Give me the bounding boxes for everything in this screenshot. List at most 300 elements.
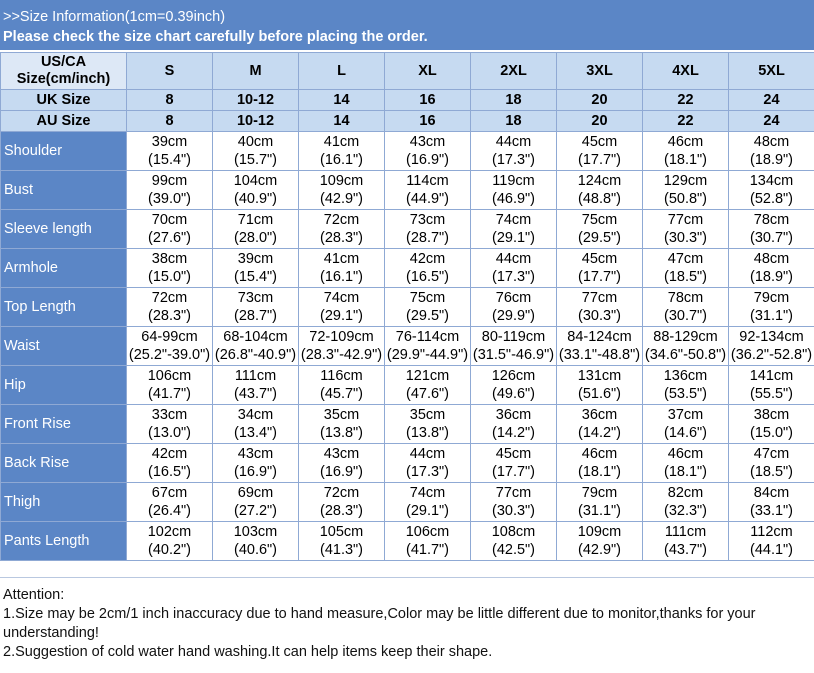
measurement-label: Waist <box>1 327 127 366</box>
cm-value: 72cm <box>323 485 360 501</box>
measurement-cell <box>557 366 643 405</box>
cm-value: 126cm <box>491 368 536 384</box>
measurement-cell <box>643 210 729 249</box>
us-size-cell: 3XL <box>557 53 643 90</box>
measurement-cell <box>127 483 213 522</box>
measurement-cell <box>299 288 385 327</box>
cm-value: 84-124cm <box>567 329 632 345</box>
measurement-cell <box>127 171 213 210</box>
cm-value: 74cm <box>323 290 360 306</box>
inch-value: (18.9") <box>749 152 794 168</box>
cm-value: 37cm <box>667 407 704 423</box>
cm-value: 72-109cm <box>309 329 374 345</box>
corner-label-cell <box>1 53 127 90</box>
measurement-cell <box>471 249 557 288</box>
cm-value: 72cm <box>151 290 188 306</box>
inch-value: (27.6") <box>147 230 192 246</box>
inch-value: (18.9") <box>749 269 794 285</box>
measurement-label: Hip <box>1 366 127 405</box>
cm-value: 106cm <box>147 368 192 384</box>
inch-value: (17.7") <box>577 269 622 285</box>
measurement-cell <box>729 366 814 405</box>
us-size-cell: XL <box>385 53 471 90</box>
inch-value: (16.9") <box>405 152 450 168</box>
measurement-row <box>1 405 814 444</box>
measurement-row <box>1 132 814 171</box>
us-size-cell: S <box>127 53 213 90</box>
uk-size-cell: 16 <box>385 90 471 111</box>
inch-value: (29.5") <box>405 308 450 324</box>
inch-value: (27.2") <box>233 503 278 519</box>
inch-value: (16.5") <box>147 464 192 480</box>
measurement-cell <box>127 444 213 483</box>
measurement-cell <box>385 210 471 249</box>
cm-value: 129cm <box>663 173 708 189</box>
au-size-cell: 16 <box>385 111 471 132</box>
inch-value: (34.6"-50.8") <box>644 347 727 363</box>
measurement-cell <box>471 210 557 249</box>
uk-size-cell: 24 <box>729 90 814 111</box>
cm-value: 78cm <box>667 290 704 306</box>
inch-value: (14.6") <box>663 425 708 441</box>
cm-value: 76-114cm <box>395 329 460 345</box>
measurement-cell <box>385 132 471 171</box>
us-size-cell: L <box>299 53 385 90</box>
cm-value: 111cm <box>234 368 277 384</box>
measurement-cell <box>643 171 729 210</box>
inch-value: (18.1") <box>577 464 622 480</box>
inch-value: (41.7") <box>405 542 450 558</box>
inch-value: (29.5") <box>577 230 622 246</box>
measurement-cell <box>299 132 385 171</box>
measurement-cell <box>557 210 643 249</box>
inch-value: (43.7") <box>663 542 708 558</box>
cm-value: 76cm <box>495 290 532 306</box>
cm-value: 70cm <box>151 212 188 228</box>
measurement-cell <box>299 522 385 561</box>
measurement-cell <box>127 132 213 171</box>
cm-value: 39cm <box>237 251 274 267</box>
measurement-cell <box>299 249 385 288</box>
measurement-cell <box>299 171 385 210</box>
cm-value: 119cm <box>492 173 535 189</box>
cm-value: 43cm <box>237 446 274 462</box>
measurement-label: Armhole <box>1 249 127 288</box>
cm-value: 103cm <box>233 524 278 540</box>
cm-value: 104cm <box>233 173 278 189</box>
cm-value: 47cm <box>753 446 790 462</box>
measurement-row <box>1 210 814 249</box>
measurement-cell <box>557 327 643 366</box>
inch-value: (15.7") <box>233 152 278 168</box>
measurement-cell <box>471 327 557 366</box>
measurement-row <box>1 366 814 405</box>
measurement-label: Top Length <box>1 288 127 327</box>
note-2: 2.Suggestion of cold water hand washing.It can help items keep their shape. <box>3 644 493 660</box>
uk-size-cell: 22 <box>643 90 729 111</box>
size-info-warning: Please check the size chart carefully before placing the order. <box>3 29 428 45</box>
inch-value: (44.9") <box>405 191 450 207</box>
measurement-cell <box>385 405 471 444</box>
inch-value: (43.7") <box>233 386 278 402</box>
cm-value: 36cm <box>581 407 618 423</box>
inch-value: (42.9") <box>319 191 364 207</box>
cm-value: 42cm <box>409 251 446 267</box>
cm-value: 35cm <box>323 407 360 423</box>
inch-value: (47.6") <box>405 386 450 402</box>
us-size-cell: M <box>213 53 299 90</box>
au-size-cell: 20 <box>557 111 643 132</box>
measurement-cell <box>127 327 213 366</box>
cm-value: 43cm <box>323 446 360 462</box>
measurement-cell <box>385 483 471 522</box>
cm-value: 73cm <box>237 290 274 306</box>
measurement-cell <box>299 327 385 366</box>
measurement-cell <box>729 171 814 210</box>
cm-value: 45cm <box>495 446 532 462</box>
measurement-cell <box>213 483 299 522</box>
inch-value: (29.1") <box>319 308 364 324</box>
measurement-cell <box>557 444 643 483</box>
cm-value: 74cm <box>409 485 446 501</box>
measurement-cell <box>385 327 471 366</box>
measurement-cell <box>729 327 814 366</box>
measurement-cell <box>471 171 557 210</box>
cm-value: 99cm <box>151 173 188 189</box>
measurement-cell <box>643 249 729 288</box>
inch-value: (28.7") <box>405 230 450 246</box>
measurement-label: Front Rise <box>1 405 127 444</box>
inch-value: (28.3"-42.9") <box>300 347 383 363</box>
measurement-cell <box>299 210 385 249</box>
measurement-cell <box>127 210 213 249</box>
inch-value: (16.9") <box>233 464 278 480</box>
au-size-cell: 10-12 <box>213 111 299 132</box>
measurement-label: Pants Length <box>1 522 127 561</box>
cm-value: 38cm <box>151 251 188 267</box>
inch-value: (46.9") <box>491 191 536 207</box>
uk-size-cell: 18 <box>471 90 557 111</box>
inch-value: (51.6") <box>577 386 622 402</box>
measurement-cell <box>557 405 643 444</box>
au-size-row <box>1 111 814 132</box>
cm-value: 134cm <box>749 173 794 189</box>
inch-value: (13.8") <box>319 425 364 441</box>
inch-value: (42.5") <box>491 542 536 558</box>
measurement-cell <box>213 444 299 483</box>
inch-value: (49.6") <box>491 386 536 402</box>
au-size-cell: 18 <box>471 111 557 132</box>
measurement-cell <box>385 366 471 405</box>
measurement-cell <box>471 132 557 171</box>
cm-value: 109cm <box>577 524 622 540</box>
inch-value: (40.2") <box>147 542 192 558</box>
uk-size-cell: 10-12 <box>213 90 299 111</box>
cm-value: 47cm <box>667 251 704 267</box>
cm-value: 111cm <box>664 524 707 540</box>
inch-value: (36.2"-52.8") <box>730 347 813 363</box>
measurement-cell <box>729 444 814 483</box>
cm-value: 43cm <box>409 134 446 150</box>
inch-value: (41.3") <box>319 542 364 558</box>
au-size-cell: 8 <box>127 111 213 132</box>
inch-value: (17.3") <box>405 464 450 480</box>
inch-value: (14.2") <box>491 425 536 441</box>
cm-value: 102cm <box>147 524 192 540</box>
inch-value: (40.9") <box>233 191 278 207</box>
cm-value: 92-134cm <box>739 329 804 345</box>
cm-value: 46cm <box>581 446 618 462</box>
cm-value: 116cm <box>320 368 363 384</box>
measurement-cell <box>729 210 814 249</box>
inch-value: (48.8") <box>577 191 622 207</box>
measurement-cell <box>299 405 385 444</box>
us-size-cell: 5XL <box>729 53 814 90</box>
cm-value: 141cm <box>749 368 794 384</box>
cm-value: 108cm <box>491 524 536 540</box>
inch-value: (41.7") <box>147 386 192 402</box>
measurement-cell <box>213 366 299 405</box>
cm-value: 77cm <box>495 485 532 501</box>
measurement-label: Shoulder <box>1 132 127 171</box>
inch-value: (28.0") <box>233 230 278 246</box>
cm-value: 45cm <box>581 134 618 150</box>
cm-value: 41cm <box>323 251 360 267</box>
cm-value: 33cm <box>151 407 188 423</box>
inch-value: (31.1") <box>577 503 622 519</box>
cm-value: 34cm <box>237 407 274 423</box>
inch-value: (30.3") <box>577 308 622 324</box>
measurement-cell <box>729 405 814 444</box>
attention-title: Attention: <box>3 587 65 603</box>
measurement-label: Bust <box>1 171 127 210</box>
inch-value: (15.0") <box>749 425 794 441</box>
cm-value: 114cm <box>406 173 449 189</box>
inch-value: (28.3") <box>147 308 192 324</box>
inch-value: (17.3") <box>491 269 536 285</box>
measurement-cell <box>213 405 299 444</box>
measurement-row <box>1 171 814 210</box>
us-size-cell: 2XL <box>471 53 557 90</box>
inch-value: (17.7") <box>577 152 622 168</box>
au-size-label: AU Size <box>1 111 127 132</box>
measurement-cell <box>127 522 213 561</box>
cm-value: 77cm <box>581 290 618 306</box>
cm-value: 46cm <box>667 134 704 150</box>
measurement-row <box>1 288 814 327</box>
measurement-row <box>1 522 814 561</box>
attention-notes <box>0 577 814 673</box>
inch-value: (40.6") <box>233 542 278 558</box>
au-size-cell: 14 <box>299 111 385 132</box>
inch-value: (52.8") <box>749 191 794 207</box>
inch-value: (14.2") <box>577 425 622 441</box>
measurement-cell <box>643 288 729 327</box>
cm-value: 74cm <box>495 212 532 228</box>
inch-value: (39.0") <box>147 191 192 207</box>
cm-value: 45cm <box>581 251 618 267</box>
inch-value: (16.1") <box>319 269 364 285</box>
note-1-line-2: understanding! <box>3 625 99 641</box>
inch-value: (16.9") <box>319 464 364 480</box>
measurement-cell <box>729 288 814 327</box>
cm-value: 35cm <box>409 407 446 423</box>
measurement-cell <box>471 288 557 327</box>
inch-value: (31.5"-46.9") <box>472 347 555 363</box>
measurement-cell <box>471 522 557 561</box>
inch-value: (13.0") <box>147 425 192 441</box>
inch-value: (42.9") <box>577 542 622 558</box>
measurement-cell <box>385 288 471 327</box>
measurement-cell <box>127 249 213 288</box>
inch-value: (13.4") <box>233 425 278 441</box>
inch-value: (29.1") <box>491 230 536 246</box>
inch-value: (33.1"-48.8") <box>558 347 641 363</box>
inch-value: (26.8"-40.9") <box>214 347 297 363</box>
measurement-cell <box>729 132 814 171</box>
cm-value: 82cm <box>667 485 704 501</box>
inch-value: (31.1") <box>749 308 794 324</box>
measurement-cell <box>213 522 299 561</box>
measurement-label: Back Rise <box>1 444 127 483</box>
measurement-cell <box>471 366 557 405</box>
inch-value: (29.9") <box>491 308 536 324</box>
inch-value: (44.1") <box>749 542 794 558</box>
inch-value: (50.8") <box>663 191 708 207</box>
inch-value: (29.9"-44.9") <box>386 347 469 363</box>
corner-label-bottom: Size(cm/inch) <box>16 71 111 87</box>
uk-size-row <box>1 90 814 111</box>
us-size-cell: 4XL <box>643 53 729 90</box>
measurement-cell <box>213 249 299 288</box>
measurement-cell <box>213 210 299 249</box>
measurement-label: Sleeve length <box>1 210 127 249</box>
inch-value: (17.3") <box>491 152 536 168</box>
size-table <box>0 52 814 561</box>
inch-value: (55.5") <box>749 386 794 402</box>
cm-value: 39cm <box>151 134 188 150</box>
measurement-cell <box>643 405 729 444</box>
inch-value: (29.1") <box>405 503 450 519</box>
inch-value: (18.1") <box>663 152 708 168</box>
cm-value: 46cm <box>667 446 704 462</box>
measurement-cell <box>385 522 471 561</box>
inch-value: (18.5") <box>749 464 794 480</box>
measurement-cell <box>127 288 213 327</box>
inch-value: (28.3") <box>319 503 364 519</box>
cm-value: 64-99cm <box>141 329 198 345</box>
measurement-label: Thigh <box>1 483 127 522</box>
measurement-cell <box>643 132 729 171</box>
inch-value: (18.1") <box>663 464 708 480</box>
inch-value: (15.0") <box>147 269 192 285</box>
measurement-cell <box>213 171 299 210</box>
measurement-row <box>1 327 814 366</box>
measurement-cell <box>729 483 814 522</box>
measurement-cell <box>643 366 729 405</box>
inch-value: (53.5") <box>663 386 708 402</box>
us-size-row <box>1 53 814 90</box>
measurement-cell <box>127 405 213 444</box>
cm-value: 106cm <box>405 524 450 540</box>
cm-value: 88-129cm <box>653 329 718 345</box>
au-size-cell: 24 <box>729 111 814 132</box>
cm-value: 40cm <box>237 134 274 150</box>
inch-value: (30.7") <box>749 230 794 246</box>
cm-value: 75cm <box>581 212 618 228</box>
measurement-cell <box>385 249 471 288</box>
cm-value: 109cm <box>319 173 364 189</box>
measurement-cell <box>471 405 557 444</box>
cm-value: 79cm <box>581 485 618 501</box>
measurement-cell <box>299 366 385 405</box>
cm-value: 41cm <box>323 134 360 150</box>
cm-value: 44cm <box>495 251 532 267</box>
inch-value: (18.5") <box>663 269 708 285</box>
inch-value: (30.3") <box>663 230 708 246</box>
cm-value: 44cm <box>495 134 532 150</box>
inch-value: (17.7") <box>491 464 536 480</box>
measurement-cell <box>643 444 729 483</box>
uk-size-label: UK Size <box>1 90 127 111</box>
measurement-cell <box>643 327 729 366</box>
inch-value: (32.3") <box>663 503 708 519</box>
corner-label-top: US/CA <box>40 54 87 70</box>
measurement-cell <box>557 288 643 327</box>
cm-value: 84cm <box>753 485 790 501</box>
cm-value: 68-104cm <box>223 329 288 345</box>
measurement-cell <box>385 171 471 210</box>
cm-value: 75cm <box>409 290 446 306</box>
inch-value: (28.3") <box>319 230 364 246</box>
cm-value: 105cm <box>319 524 364 540</box>
cm-value: 79cm <box>753 290 790 306</box>
inch-value: (16.1") <box>319 152 364 168</box>
measurement-cell <box>643 483 729 522</box>
cm-value: 69cm <box>237 485 274 501</box>
measurement-cell <box>471 444 557 483</box>
measurement-cell <box>557 483 643 522</box>
uk-size-cell: 14 <box>299 90 385 111</box>
inch-value: (30.3") <box>491 503 536 519</box>
size-info-header <box>0 0 814 50</box>
cm-value: 38cm <box>753 407 790 423</box>
measurement-cell <box>729 249 814 288</box>
inch-value: (28.7") <box>233 308 278 324</box>
measurement-cell <box>299 444 385 483</box>
au-size-cell: 22 <box>643 111 729 132</box>
cm-value: 48cm <box>753 134 790 150</box>
size-info-title: >>Size Information(1cm=0.39inch) <box>3 9 226 25</box>
measurement-cell <box>557 171 643 210</box>
inch-value: (13.8") <box>405 425 450 441</box>
inch-value: (15.4") <box>147 152 192 168</box>
cm-value: 48cm <box>753 251 790 267</box>
note-1-line-1: 1.Size may be 2cm/1 inch inaccuracy due to hand measure,Color may be little different due to monitor,thanks for your <box>3 606 756 622</box>
cm-value: 78cm <box>753 212 790 228</box>
uk-size-cell: 20 <box>557 90 643 111</box>
inch-value: (25.2"-39.0") <box>128 347 211 363</box>
cm-value: 67cm <box>151 485 188 501</box>
cm-value: 44cm <box>409 446 446 462</box>
measurement-cell <box>127 366 213 405</box>
measurement-cell <box>557 249 643 288</box>
cm-value: 72cm <box>323 212 360 228</box>
measurement-cell <box>213 327 299 366</box>
inch-value: (26.4") <box>147 503 192 519</box>
measurement-cell <box>385 444 471 483</box>
measurement-row <box>1 444 814 483</box>
